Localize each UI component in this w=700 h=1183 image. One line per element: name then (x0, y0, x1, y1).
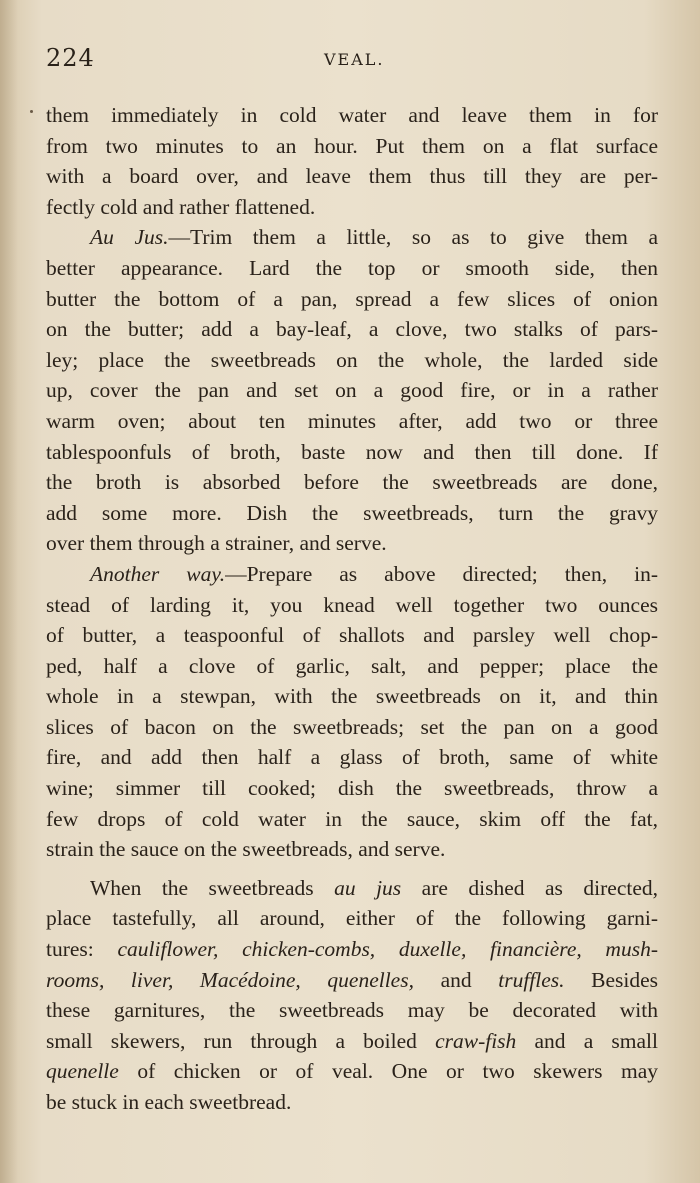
text-line (46, 192, 658, 223)
text-line (46, 590, 658, 621)
text-line (46, 651, 658, 682)
text-line (46, 834, 658, 865)
text-segment: over them through a strainer, and serve. (46, 531, 387, 556)
text-segment: from two minutes to an hour. Put them on a flat surface (46, 133, 658, 158)
text-segment: and a small (516, 1028, 658, 1053)
text-line (46, 1026, 658, 1057)
text-line (46, 804, 658, 835)
text-line (46, 559, 658, 590)
text-line (46, 467, 658, 498)
text-segment: When the sweetbreads (90, 875, 335, 900)
italic-text: Another way. (90, 561, 226, 586)
text-segment: warm oven; about ten minutes after, add two or three (46, 408, 658, 433)
text-segment: of chicken or of veal. One or two skewers may (118, 1059, 658, 1084)
text-line (46, 681, 658, 712)
text-segment: and (413, 967, 499, 992)
text-segment: —Prepare as above directed; then, in- (225, 561, 658, 586)
text-segment: be stuck in each sweetbread. (46, 1090, 292, 1114)
text-segment: of butter, a teaspoonful of shallots and parsley well chop- (46, 623, 658, 648)
text-line (46, 437, 658, 468)
text-segment: slices of bacon on the sweetbreads; set the pan on a good (46, 714, 658, 739)
page-header (46, 44, 654, 76)
text-segment: few drops of cold water in the sauce, skim off the fat, (46, 806, 658, 831)
text-segment: are dished as directed, (401, 875, 658, 900)
text-line (46, 345, 658, 376)
text-line (46, 375, 658, 406)
text-segment: them immediately in cold water and leave them in for (46, 103, 658, 127)
text-line (46, 1056, 658, 1087)
text-line (46, 498, 658, 529)
text-segment: butter the bottom of a pan, spread a few slices of onion (46, 286, 658, 311)
text-line (46, 314, 658, 345)
text-segment: tablespoonfuls of broth, baste now and then till done. If (46, 439, 658, 464)
ink-speck (30, 110, 33, 113)
text-segment: ped, half a clove of garlic, salt, and pepper; place the (46, 653, 658, 678)
text-line (46, 903, 658, 934)
text-line (46, 712, 658, 743)
text-segment: up, cover the pan and set on a good fire, or in a rather (46, 378, 658, 403)
running-head: VEAL. (324, 50, 385, 69)
text-line (46, 284, 658, 315)
text-segment: whole in a stewpan, with the sweetbreads on it, and thin (46, 684, 658, 709)
italic-text: Au Jus. (90, 225, 169, 250)
page-number: 224 (46, 44, 95, 72)
text-segment: add some more. Dish the sweetbreads, turn the gravy (46, 500, 658, 525)
text-line (46, 965, 658, 996)
text-line (46, 131, 658, 162)
italic-text: rooms, liver, Macédoine, quenelles, (46, 967, 414, 992)
text-segment: these garnitures, the sweetbreads may be decorated with (46, 998, 658, 1023)
text-line (46, 100, 658, 131)
text-segment: on the butter; add a bay-leaf, a clove, two stalks of pars- (46, 317, 658, 342)
italic-text: truffles. (498, 967, 565, 992)
italic-text: craw-fish (435, 1028, 517, 1053)
text-line (46, 528, 658, 559)
text-segment: stead of larding it, you knead well together two ounces (46, 592, 658, 617)
text-segment: better appearance. Lard the top or smooth side, then (46, 255, 658, 280)
text-segment: strain the sauce on the sweetbreads, and serve. (46, 837, 446, 862)
text-line (46, 620, 658, 651)
text-segment: the broth is absorbed before the sweetbreads are done, (46, 470, 658, 495)
text-line (46, 406, 658, 437)
text-segment: small skewers, run through a boiled (46, 1028, 436, 1053)
text-line (46, 934, 658, 965)
text-segment: —Trim them a little, so as to give them a (168, 225, 658, 250)
italic-text: au jus (334, 875, 402, 900)
text-segment: Besides (564, 967, 659, 992)
text-line (46, 222, 658, 253)
text-segment: with a board over, and leave them thus till they are per- (46, 164, 658, 189)
italic-text: quenelle (46, 1059, 119, 1084)
text-segment: place tastefully, all around, either of the following garni- (46, 906, 658, 931)
text-line (46, 873, 658, 904)
text-line (46, 253, 658, 284)
body-text (46, 100, 658, 1118)
text-line (46, 742, 658, 773)
text-segment: fire, and add then half a glass of broth, same of white (46, 745, 658, 770)
text-segment: fectly cold and rather flattened. (46, 194, 316, 219)
italic-text: cauliflower, chicken-combs, duxelle, financière, mush- (117, 937, 658, 962)
text-line (46, 773, 658, 804)
text-line (46, 161, 658, 192)
text-line (46, 1087, 658, 1118)
text-line (46, 995, 658, 1026)
text-segment: wine; simmer till cooked; dish the sweetbreads, throw a (46, 776, 658, 801)
text-segment: tures: (46, 937, 118, 962)
text-segment: ley; place the sweetbreads on the whole, the larded side (46, 347, 658, 372)
